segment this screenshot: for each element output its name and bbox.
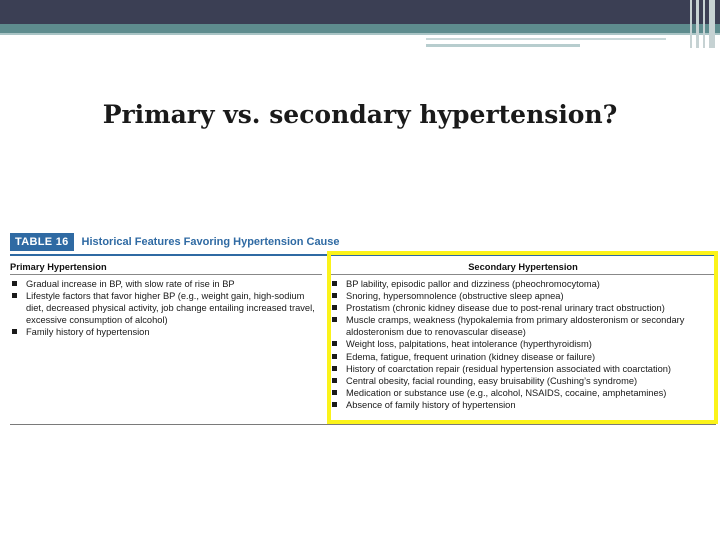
banner-line xyxy=(0,33,720,35)
list-item: Family history of hypertension xyxy=(10,326,322,338)
table-badge: TABLE 16 xyxy=(10,233,74,251)
list-item: Snoring, hypersomnolence (obstructive sleep apnea) xyxy=(330,290,716,302)
banner-line xyxy=(426,44,580,47)
secondary-header: Secondary Hypertension xyxy=(468,262,578,272)
list-item: Absence of family history of hypertension xyxy=(330,399,716,411)
square-bullet-icon xyxy=(12,329,17,334)
table-bottom-rule xyxy=(10,424,716,425)
list-item: History of coarctation repair (residual hypertension associated with coarctation) xyxy=(330,363,716,375)
highlight-box xyxy=(327,251,718,424)
primary-header: Primary Hypertension xyxy=(10,262,107,272)
corner-decoration xyxy=(688,0,720,48)
list-item: Lifestyle factors that favor higher BP (e.g., weight gain, high-sodium diet, decreased physical activity, job change entailing increased travel, excessive consumption of alcohol) xyxy=(10,290,322,326)
primary-list xyxy=(10,278,322,338)
list-item: Gradual increase in BP, with slow rate of rise in BP xyxy=(10,278,322,290)
top-banner xyxy=(0,0,720,24)
square-bullet-icon xyxy=(12,293,17,298)
list-item: Central obesity, facial rounding, easy bruisability (Cushing’s syndrome) xyxy=(330,375,716,387)
top-stripe xyxy=(0,24,720,33)
list-item: Edema, fatigue, frequent urination (kidney disease or failure) xyxy=(330,351,716,363)
list-item: BP lability, episodic pallor and dizziness (pheochromocytoma) xyxy=(330,278,716,290)
square-bullet-icon xyxy=(12,281,17,286)
list-item: Muscle cramps, weakness (hypokalemia from primary aldosteronism or secondary aldosteronism due to renovascular disease) xyxy=(330,314,716,338)
list-item: Weight loss, palpitations, heat intolerance (hyperthyroidism) xyxy=(330,338,716,350)
table-header xyxy=(10,232,716,252)
column-divider xyxy=(10,274,322,275)
slide-title: Primary vs. secondary hypertension? xyxy=(102,100,618,129)
primary-column xyxy=(10,260,322,338)
list-item: Medication or substance use (e.g., alcohol, NSAIDS, cocaine, amphetamines) xyxy=(330,387,716,399)
banner-line xyxy=(426,38,666,40)
table-caption: Historical Features Favoring Hypertension Cause xyxy=(81,236,340,248)
list-item: Prostatism (chronic kidney disease due to post-renal urinary tract obstruction) xyxy=(330,302,716,314)
